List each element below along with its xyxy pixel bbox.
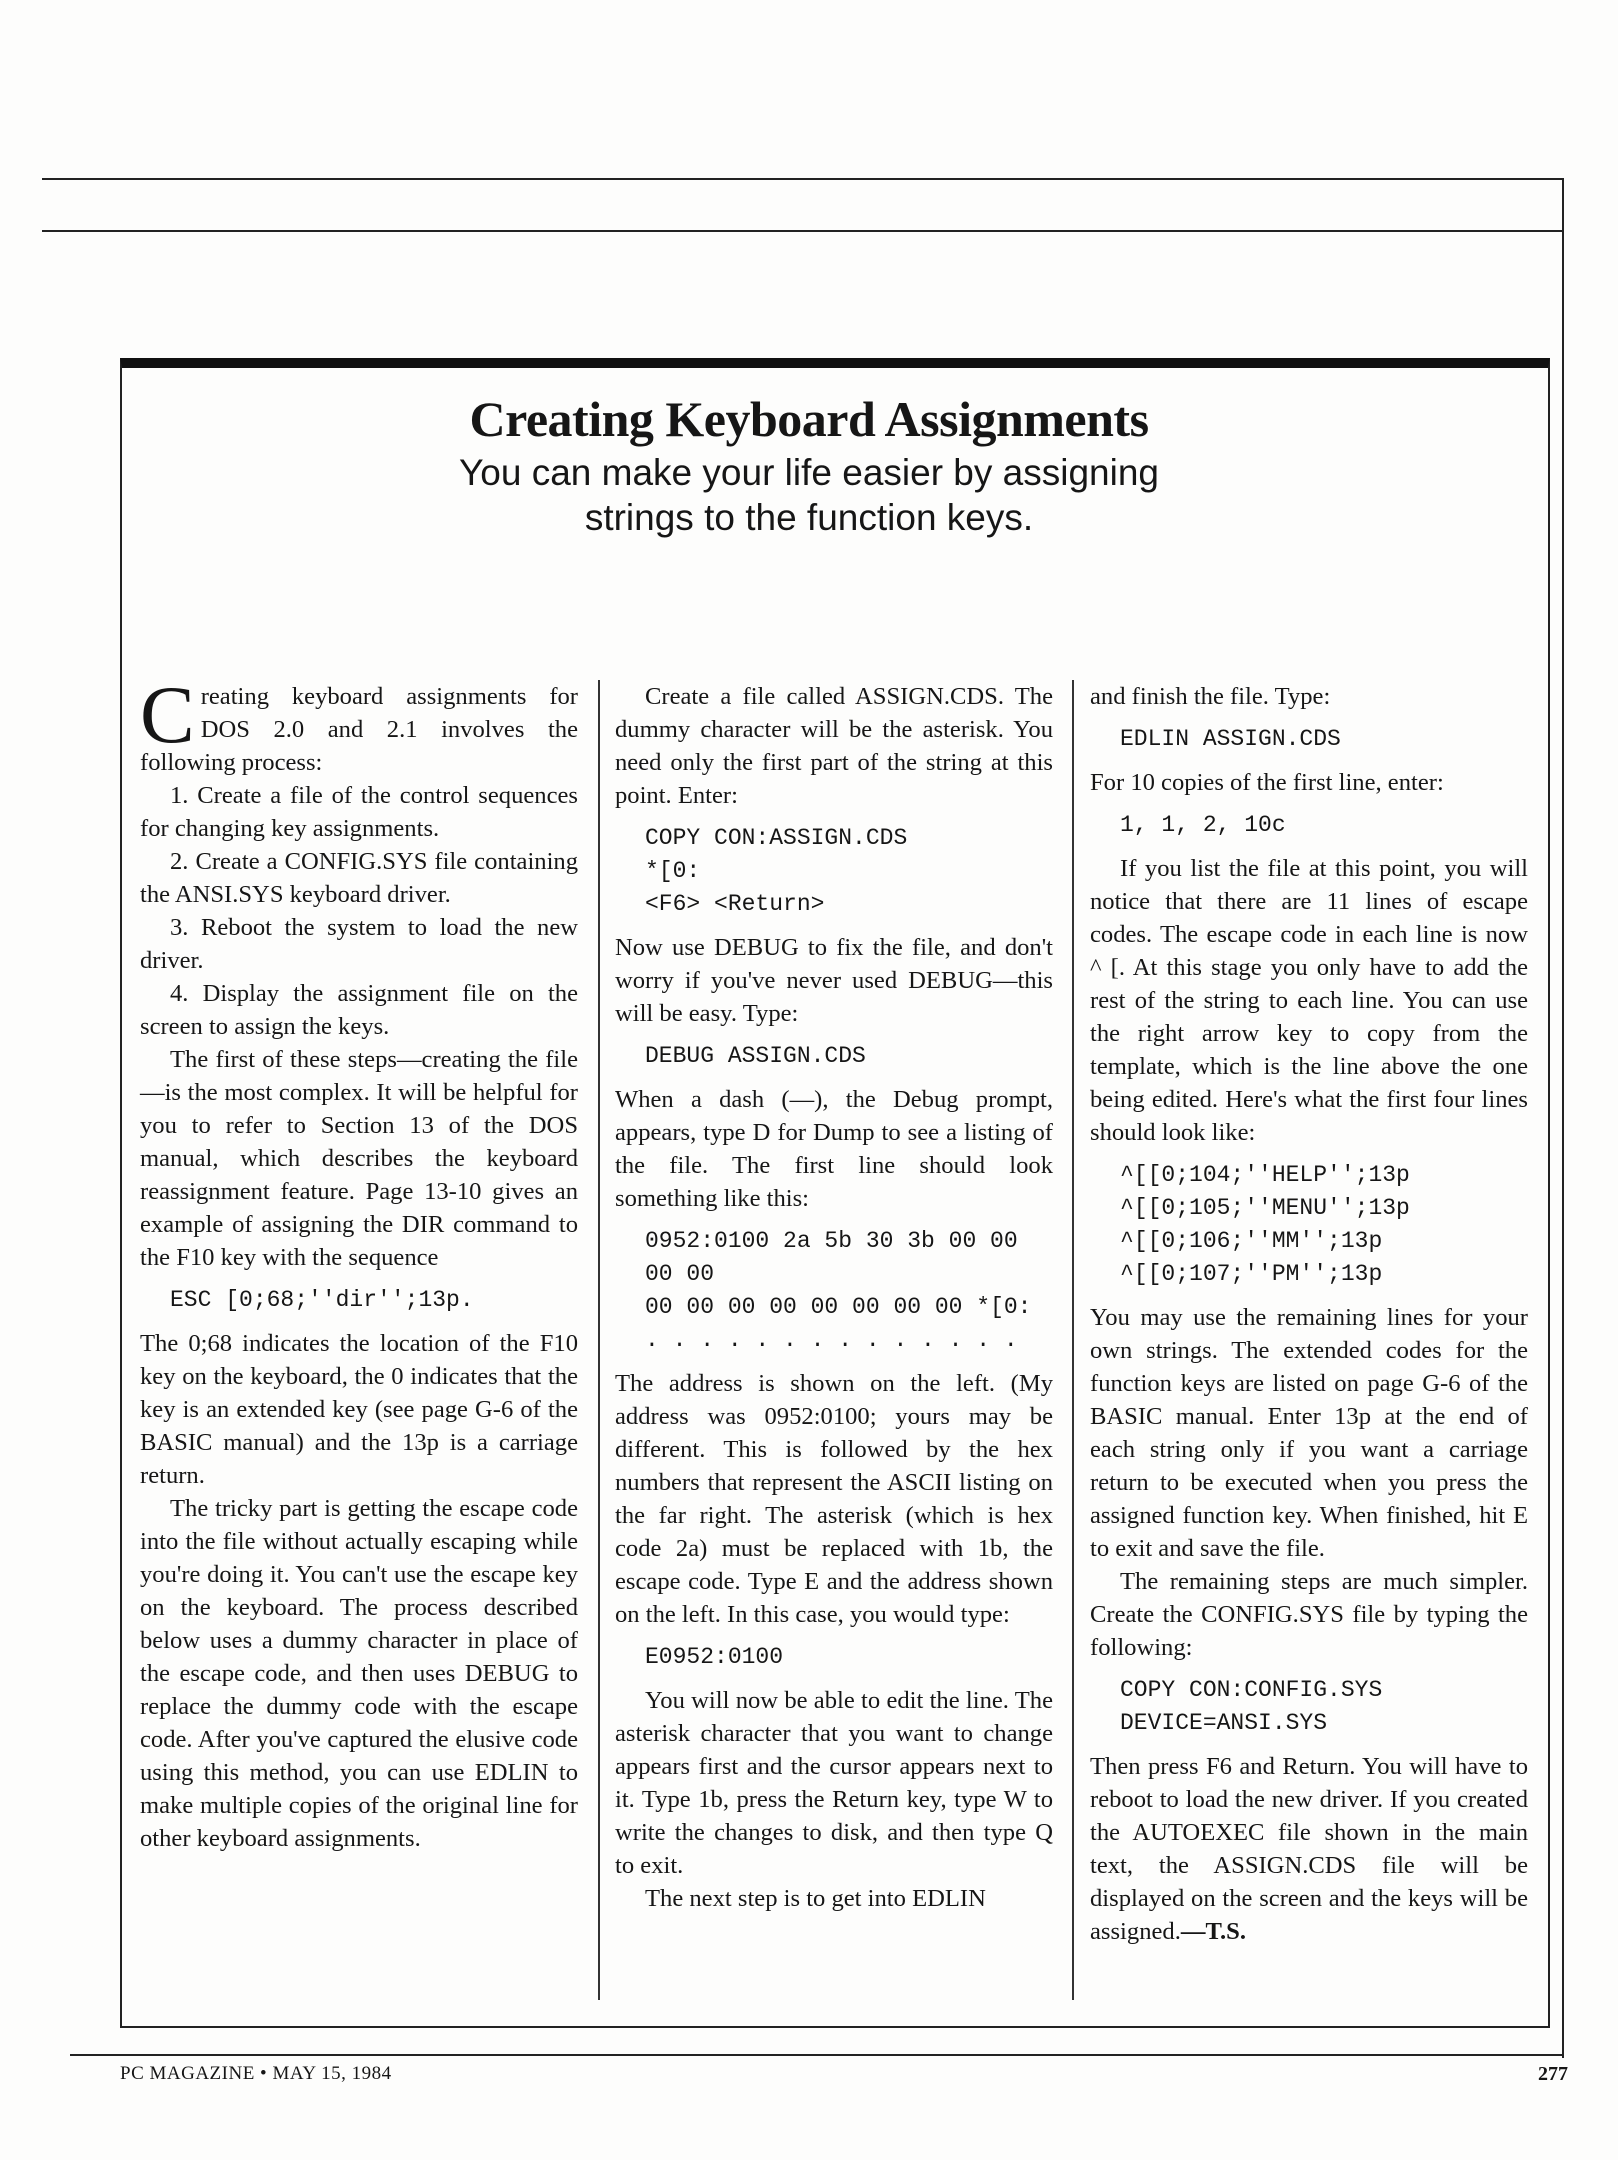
paragraph: 4. Display the assignment file on the screen to assign the keys. xyxy=(140,980,578,1040)
paragraph: Now use DEBUG to fix the file, and don't worry if you've never used DEBUG—this will be easy. Type: xyxy=(615,934,1053,1027)
column-3 xyxy=(1090,680,1528,1948)
paragraph: The first of these steps—creating the file—is the most complex. It will be helpful for you to refer to Section 13 of the DOS manual, which describes the keyboard reassignment feature. Page 13-10 gives an example of assigning the DIR command to the F10 key with the sequence xyxy=(140,1046,578,1271)
code-block: COPY CON:ASSIGN.CDS *[0: <F6> <Return> xyxy=(645,825,908,917)
subtitle-line-2: strings to the function keys. xyxy=(584,497,1034,538)
paragraph: The next step is to get into EDLIN xyxy=(645,1885,986,1912)
paragraph: 2. Create a CONFIG.SYS file containing the ANSI.SYS keyboard driver. xyxy=(140,848,578,908)
code-block: ^[[0;104;''HELP'';13p ^[[0;105;''MENU'';13p ^[[0;106;''MM'';13p ^[[0;107;''PM'';13p xyxy=(1120,1162,1410,1287)
column-2 xyxy=(615,680,1053,1915)
column-separator-1 xyxy=(598,680,600,2000)
code-block: ESC [0;68;''dir'';13p. xyxy=(170,1287,474,1313)
code-block: DEBUG ASSIGN.CDS xyxy=(645,1043,866,1069)
footer-publication: PC MAGAZINE • MAY 15, 1984 xyxy=(120,2063,392,2084)
paragraph: and finish the file. Type: xyxy=(1090,683,1331,710)
top-rule-2 xyxy=(42,230,1564,232)
paragraph: Then press F6 and Return. You will have to reboot to load the new driver. If you created the AUTOEXEC file shown in the main text, the ASSIGN.CDS file will be displayed on the screen and the keys will be assigned.—T.S. xyxy=(1090,1753,1528,1945)
paragraph: The address is shown on the left. (My address was 0952:0100; yours may be different. This is followed by the hex numbers that represent the ASCII listing on the far right. The asterisk (which is hex code 2a) must be replaced with 1b, the escape code. Type E and the address shown on the left. In this case, you would type: xyxy=(615,1370,1053,1628)
paragraph: Create a file called ASSIGN.CDS. The dummy character will be the asterisk. You need only the first part of the string at this point. Enter: xyxy=(615,683,1053,809)
article-subtitle xyxy=(0,450,1618,540)
top-rule-1 xyxy=(42,178,1564,180)
paragraph: For 10 copies of the first line, enter: xyxy=(1090,769,1444,796)
author-signature: —T.S. xyxy=(1180,1918,1247,1945)
paragraph: The 0;68 indicates the location of the F10 key on the keyboard, the 0 indicates that the key is an extended key (see page G-6 of the BASIC manual) and the 13p is a carriage return. xyxy=(140,1330,578,1489)
code-block: EDLIN ASSIGN.CDS xyxy=(1120,726,1341,752)
paragraph: You will now be able to edit the line. The asterisk character that you want to change appears first and the cursor appears next to it. Type 1b, press the Return key, type W to write the changes to disk, and then type Q to exit. xyxy=(615,1687,1053,1879)
bottom-rule xyxy=(70,2054,1564,2056)
paragraph: The remaining steps are much simpler. Create the CONFIG.SYS file by typing the following: xyxy=(1090,1568,1528,1661)
article-title: Creating Keyboard Assignments xyxy=(469,391,1149,447)
paragraph: 1. Create a file of the control sequences for changing key assignments. xyxy=(140,782,578,842)
paragraph: Creating keyboard assignments for DOS 2.0 and 2.1 involves the following process: xyxy=(140,669,578,776)
paragraph: You may use the remaining lines for your own strings. The extended codes for the function keys are listed on page G-6 of the BASIC manual. Enter 13p at the end of each string only if you want a carriage return to be executed when you press the assigned function key. When finished, hit E to exit and save the file. xyxy=(1090,1304,1528,1562)
paragraph: 3. Reboot the system to load the new driver. xyxy=(140,914,578,974)
column-separator-2 xyxy=(1072,680,1074,2000)
code-block: COPY CON:CONFIG.SYS DEVICE=ANSI.SYS xyxy=(1120,1677,1383,1736)
paragraph: The tricky part is getting the escape code into the file without actually escaping while you're doing it. You can't use the escape key on the keyboard. The process described below uses a dummy character in place of the escape code, and then uses DEBUG to replace the dummy code with the escape code. After you've captured the elusive code using this method, you can use EDLIN to make multiple copies of the original line for other keyboard assignments. xyxy=(140,1495,578,1852)
paragraph: When a dash (—), the Debug prompt, appears, type D for Dump to see a listing of the file. The first line should look something like this: xyxy=(615,1086,1053,1212)
drop-cap: C xyxy=(140,669,195,760)
page-number: 277 xyxy=(1538,2063,1568,2085)
subtitle-line-1: You can make your life easier by assigning xyxy=(459,452,1159,493)
paragraph: If you list the file at this point, you will notice that there are 11 lines of escape codes. The escape code in each line is now ^ [. At this stage you only have to add the rest of the string to each line. You can use the right arrow key to copy from the template, which is the line above the one being edited. Here's what the first four lines should look like: xyxy=(1090,855,1528,1146)
code-block: 0952:0100 2a 5b 30 3b 00 00 00 00 00 00 00 00 00 00 00 00 *[0: . . . . . . . . . . . . . . xyxy=(645,1228,1032,1353)
code-block: E0952:0100 xyxy=(645,1644,784,1670)
code-block: 1, 1, 2, 10c xyxy=(1120,812,1286,838)
column-1 xyxy=(140,669,578,1855)
